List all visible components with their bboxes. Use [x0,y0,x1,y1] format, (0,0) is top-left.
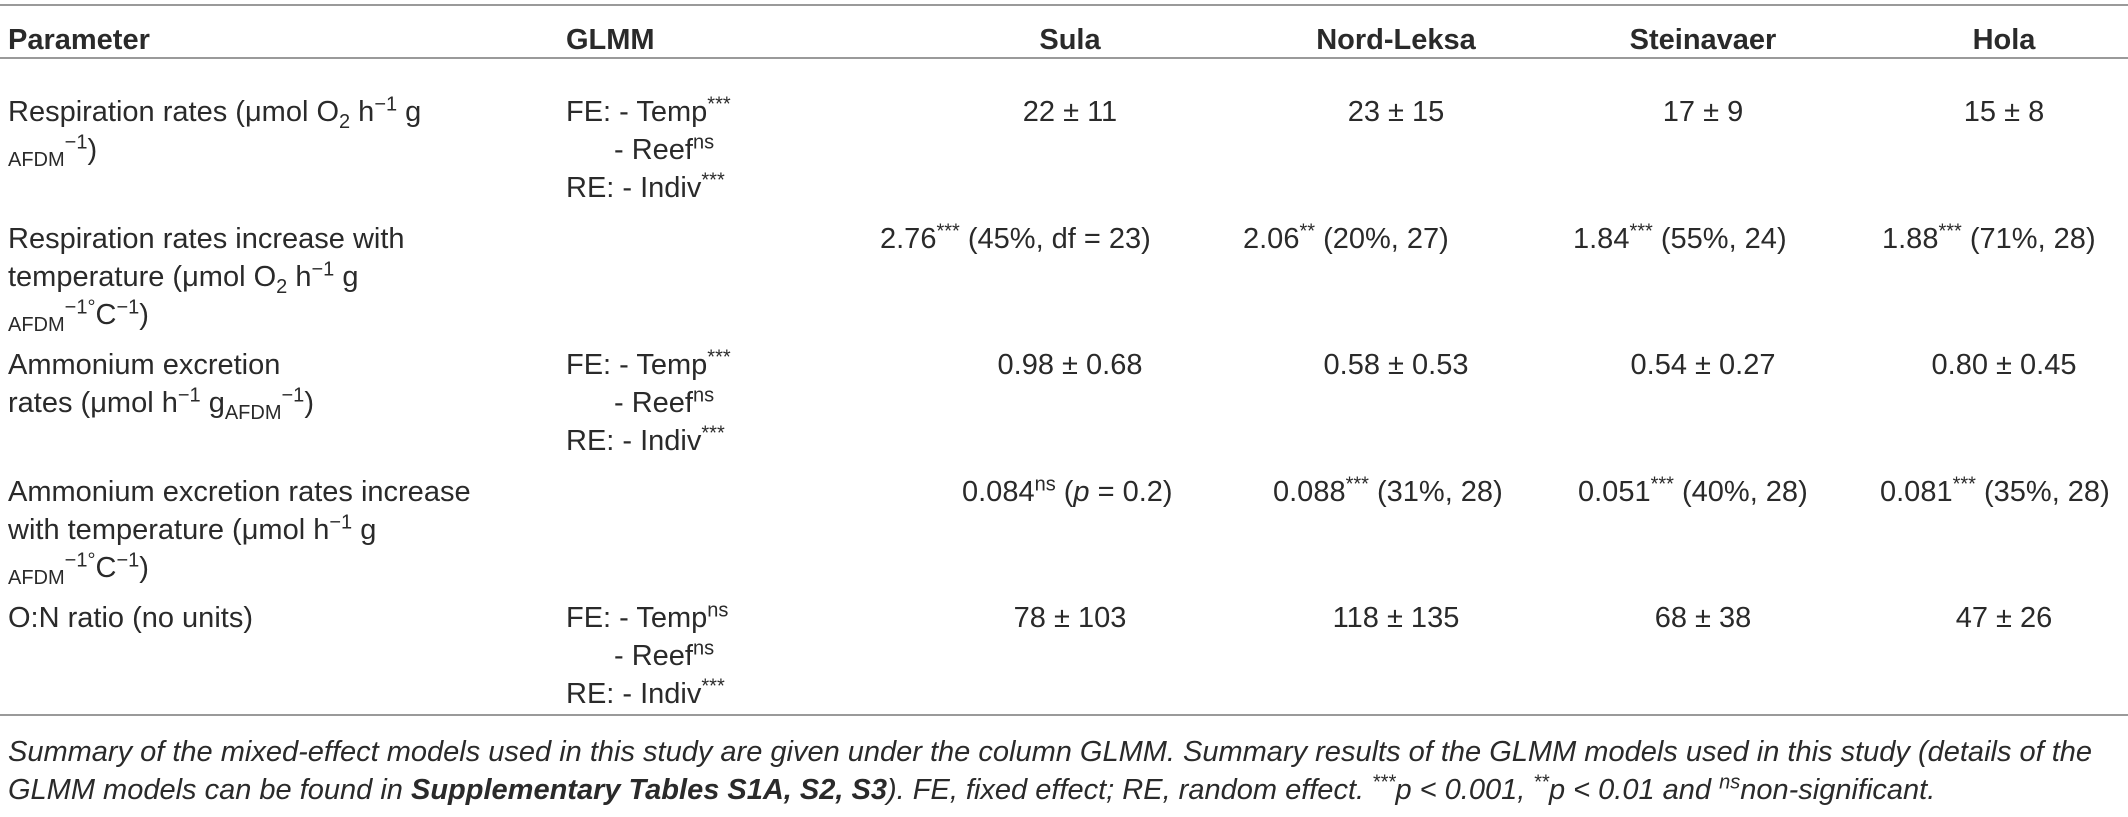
row5-sula: 78 ± 103 [1013,602,1127,634]
row4-hola: 0.081*** (35%, 28) [1880,473,2110,508]
row3-sula: 0.98 ± 0.68 [997,349,1143,381]
row1-glmm-reef: - Reef$^{ns}$ [614,131,715,166]
row4-parameter-line1: Ammonium excretion rates increase [8,476,471,508]
row1-parameter-line2: $_{AFDM}^{-1}$) [8,131,98,171]
row4-parameter-line2: with temperature (μmol $h^{-1}$ g [8,511,377,546]
row1-glmm-re: RE: - Indiv*** [566,169,725,204]
bottom-rule [0,714,2128,716]
row2-parameter-line2: temperature (μmol $O_2$ $h^{-1}$ g [8,258,359,298]
row3-hola: 0.80 ± 0.45 [1931,349,2077,381]
row3-glmm-reef: - Reef$^{ns}$ [614,384,715,419]
row3-nord-leksa: 0.58 ± 0.53 [1323,349,1469,381]
row4-steinavaer: 0.051*** (40%, 28) [1578,473,1808,508]
row1-steinavaer: 17 ± 9 [1662,96,1744,128]
row5-glmm-reef: - Reef$^{ns}$ [614,637,715,672]
row4-nord-leksa: 0.088*** (31%, 28) [1273,473,1503,508]
header-nord-leksa: Nord-Leksa [1316,24,1476,56]
row1-glmm-fe: FE: - Temp*** [566,93,731,128]
row1-sula: 22 ± 11 [1022,96,1118,128]
row2-steinavaer: 1.84*** (55%, 24) [1573,220,1787,255]
row2-parameter-line1: Respiration rates increase with [8,223,405,255]
header-steinavaer: Steinavaer [1629,24,1777,56]
header-parameter: Parameter [8,24,150,56]
caption-line1: Summary of the mixed-effect models used in this study are given under the column GLMM. Summary results of the GLMM models used in this study (details of the [8,736,2093,768]
row3-parameter-line1: Ammonium excretion [8,349,281,381]
row1-parameter-line1: Respiration rates (μmol $O_2$ $h^{-1}$ g [8,93,422,133]
row2-parameter-line3: $_{AFDM}^{-1^\circ}C^{-1}$) [8,296,149,336]
row2-sula: 2.76*** (45%, df = 23) [880,220,1151,255]
row5-glmm-re: RE: - Indiv*** [566,675,725,710]
row2-hola: 1.88*** (71%, 28) [1882,220,2096,255]
header-glmm: GLMM [566,24,655,56]
header-sula: Sula [1039,24,1101,56]
header-hola: Hola [1972,24,2036,56]
top-rule [0,4,2128,6]
row5-steinavaer: 68 ± 38 [1654,602,1752,634]
row3-glmm-fe: FE: - Temp*** [566,346,731,381]
row4-parameter-line3: $_{AFDM}^{-1^\circ}C^{-1}$) [8,549,149,589]
row3-steinavaer: 0.54 ± 0.27 [1630,349,1776,381]
row5-hola: 47 ± 26 [1955,602,2053,634]
row5-parameter: O:N ratio (no units) [8,602,253,634]
row3-parameter-line2: rates (μmol $h^{-1}$ $g_{AFDM}^{-1}$) [8,384,314,424]
caption-line2: GLMM models can be found in Supplementary Tables S1A, S2, S3). FE, fixed effect; RE, random effect. ***p < 0.001, **p < 0.01 and $^{ns}$non-significant. [8,771,1936,806]
row2-nord-leksa: 2.06** (20%, 27) [1243,220,1449,255]
row3-glmm-re: RE: - Indiv*** [566,422,725,457]
table-caption [8,733,2120,809]
row1-hola: 15 ± 8 [1963,96,2045,128]
row5-glmm-fe: FE: - Temp$^{ns}$ [566,599,729,634]
row4-sula: $0.084^{ns}$ (p = 0.2) [962,473,1173,508]
row1-nord-leksa: 23 ± 15 [1347,96,1445,128]
row5-nord-leksa: 118 ± 135 [1332,602,1460,634]
